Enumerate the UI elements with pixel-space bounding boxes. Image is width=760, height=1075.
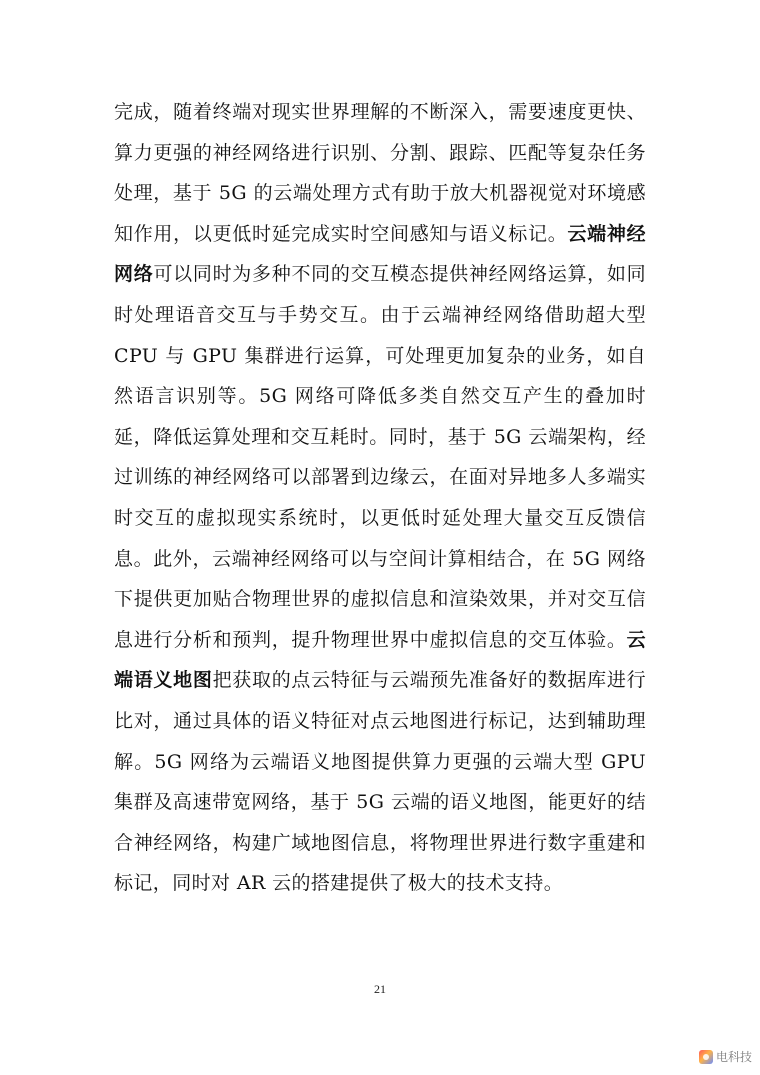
paragraph-text: 完成，随着终端对现实世界理解的不断深入，需要速度更快、算力更强的神经网络进行识别、分割、跟踪、匹配等复杂任务处理，基于 5G 的云端处理方式有助于放大机器视觉对环境感知作用，以更低时延完成实时空间感知与语义标记。 <box>114 101 646 245</box>
paragraph-text: 可以同时为多种不同的交互模态提供神经网络运算，如同时处理语音交互与手势交互。由于云端神经网络借助超大型 CPU 与 GPU 集群进行运算，可处理更加复杂的业务，如自然语言识别等。5G 网络可降低多类自然交互产生的叠加时延，降低运算处理和交互耗时。同时，基于 5G 云端架构，经过训练的神经网络可以部署到边缘云，在面对异地多人多端实时交互的虚拟现实系统时，以更低时延处理大量交互反馈信息。此外，云端神经网络可以与空间计算相结合，在 5G 网络下提供更加贴合物理世界的虚拟信息和渲染效果，并对交互信息进行分析和预判，提升物理世界中虚拟信息的交互体验。 <box>114 263 646 651</box>
bold-term-cloud-neural-network: 云端神经网络 <box>114 222 646 286</box>
watermark <box>699 1048 752 1065</box>
app-logo-icon <box>699 1050 713 1064</box>
body-paragraph <box>114 92 646 904</box>
page-number: 21 <box>374 982 386 996</box>
paragraph-text: 把获取的点云特征与云端预先准备好的数据库进行比对，通过具体的语义特征对点云地图进行标记，达到辅助理解。5G 网络为云端语义地图提供算力更强的云端大型 GPU 集群及高速带宽网络，基于 5G 云端的语义地图，能更好的结合神经网络，构建广域地图信息，将物理世界进行数字重建和标记，同时对 AR 云的搭建提供了极大的技术支持。 <box>114 669 646 895</box>
watermark-text: 电科技 <box>715 1050 752 1064</box>
bold-term-cloud-semantic-map: 云端语义地图 <box>114 628 646 692</box>
